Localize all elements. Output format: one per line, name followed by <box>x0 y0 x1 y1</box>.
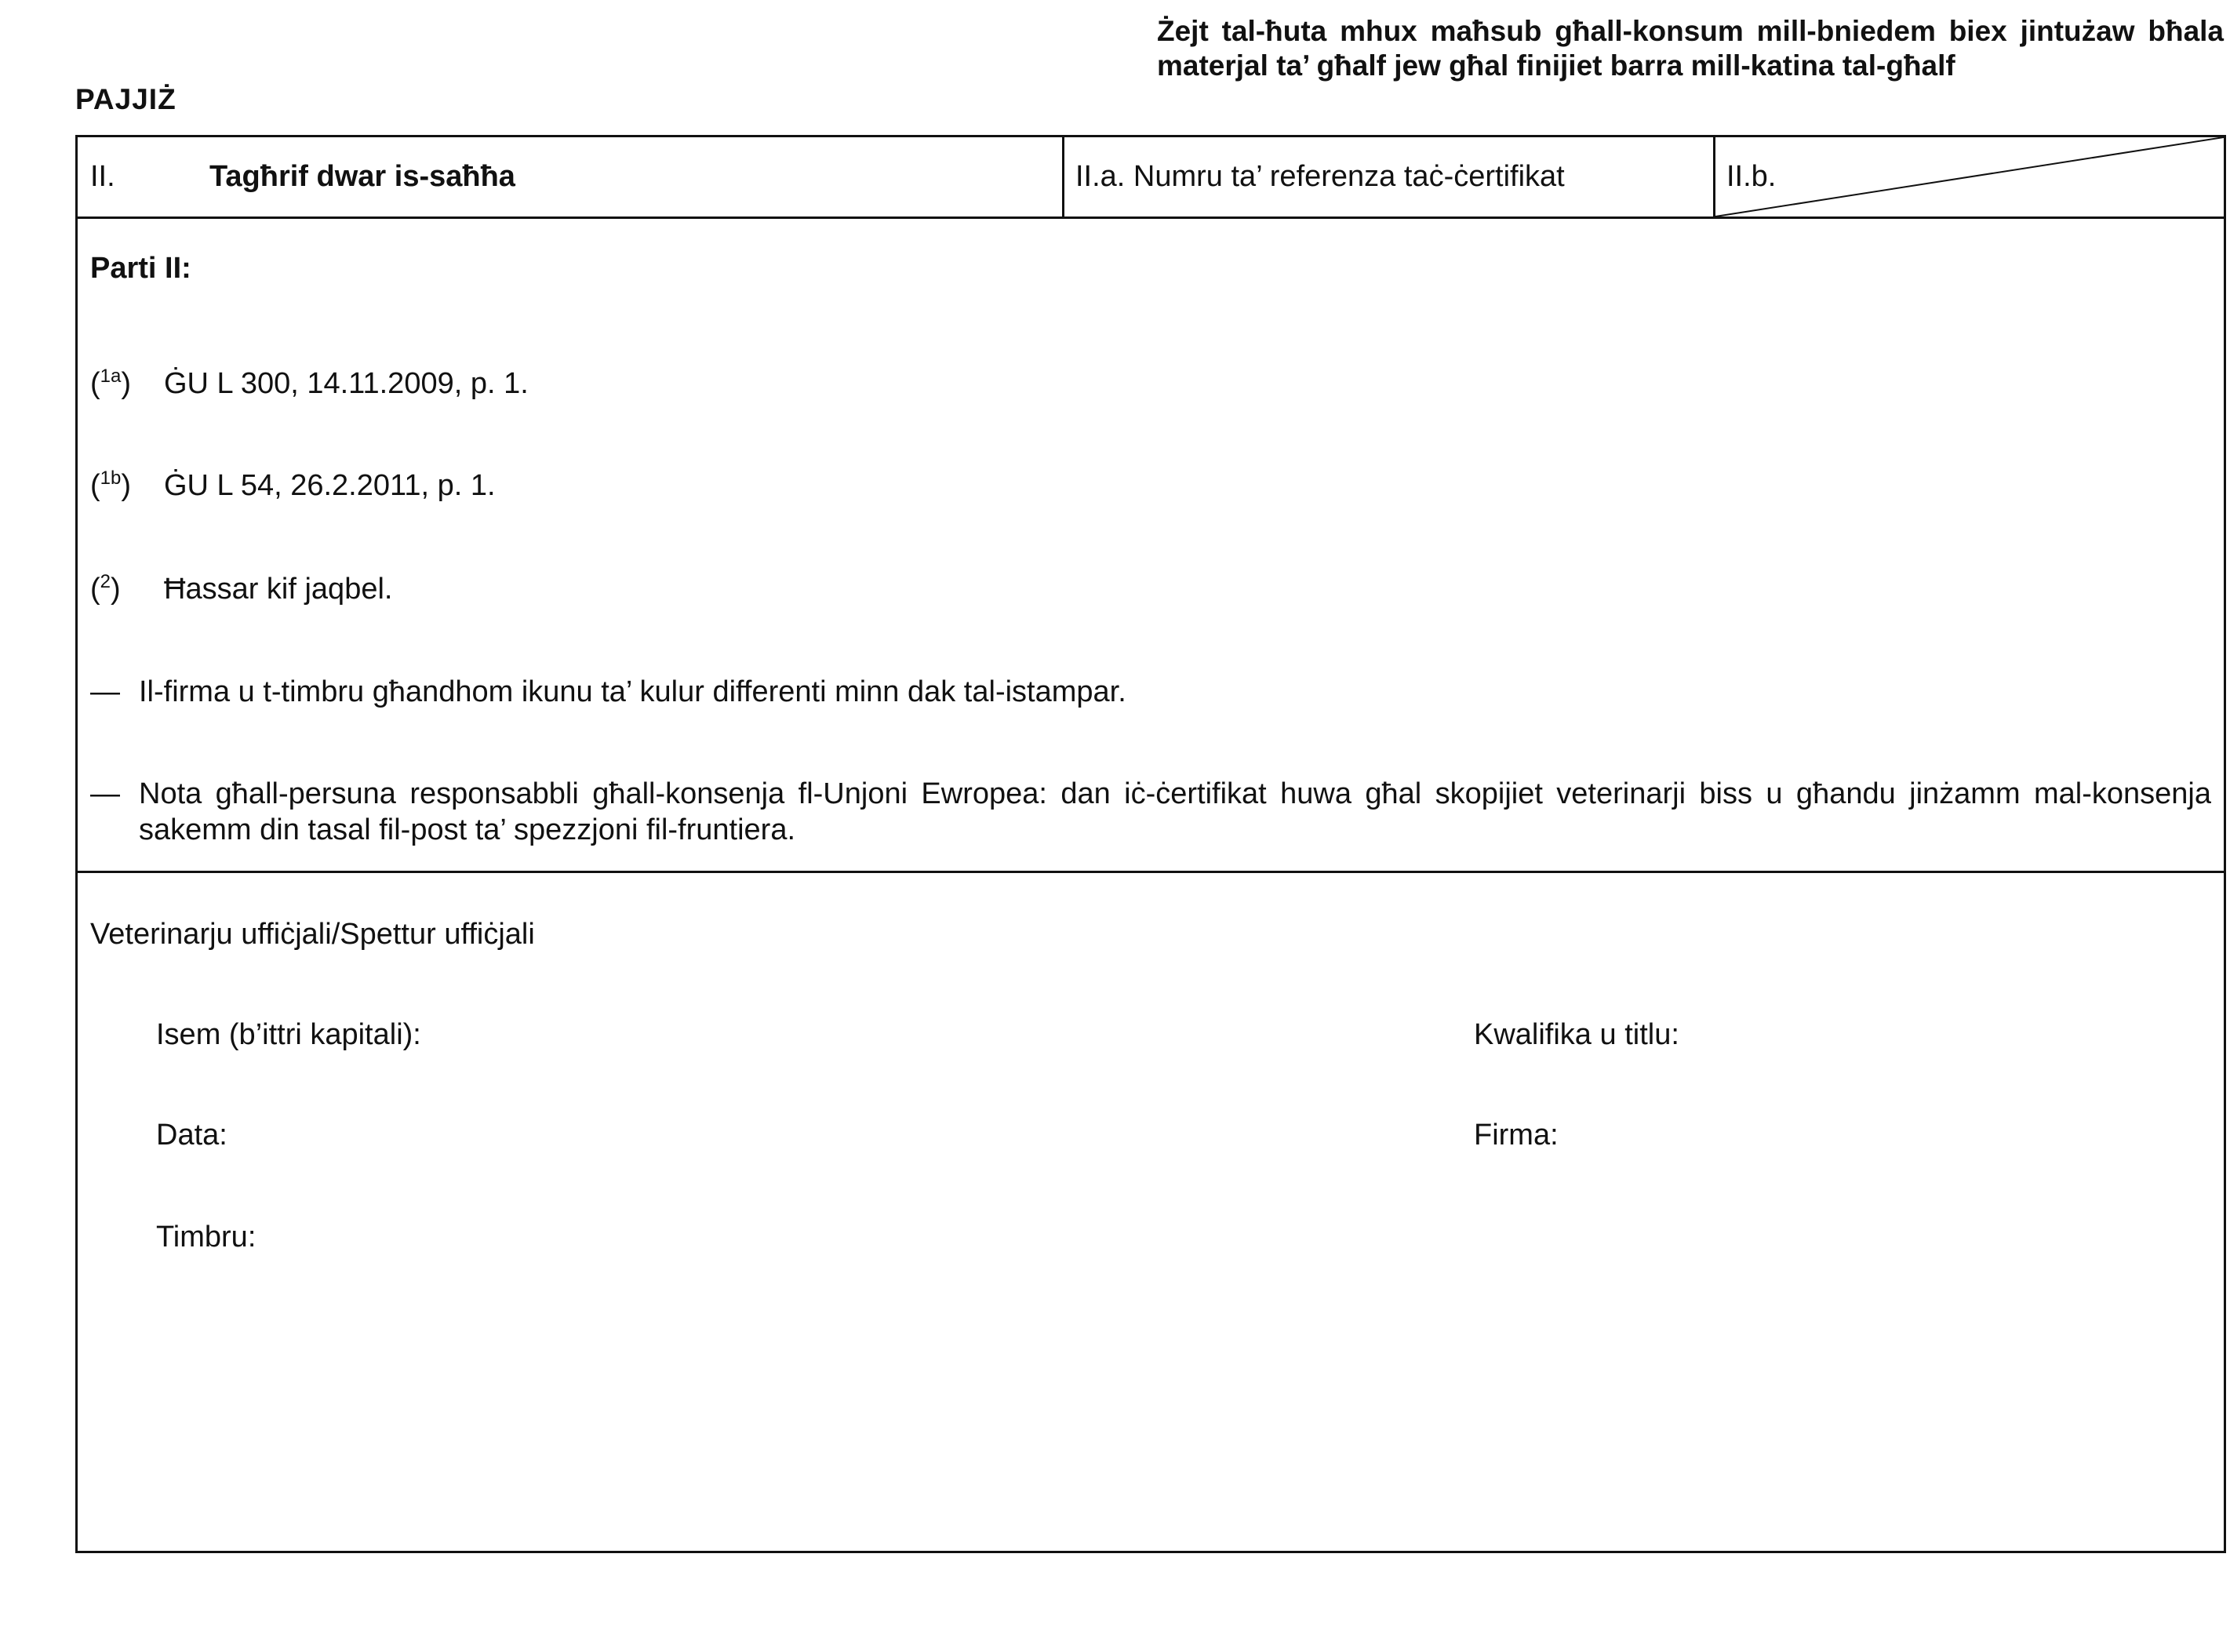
qualification-field-label: Kwalifika u titlu: <box>1474 1018 1679 1051</box>
section-header-row <box>78 137 2224 219</box>
footnote-mark: 1a <box>100 366 122 387</box>
date-field-label: Data: <box>156 1119 227 1152</box>
stamp-field-label: Timbru: <box>156 1221 256 1254</box>
bullet-text: Nota għall-persuna responsabbli għall-konsenja fl-Unjoni Ewropea: dan iċ-ċertifikat huwa għal skopijiet veterinarji biss u għandu jinżamm mal-konsenja sakemm din tasal fil-post ta’ spezzjoni fil-fruntiera. <box>139 777 2211 846</box>
reference-number-cell <box>1064 137 1715 217</box>
section-title-cell <box>78 137 1064 217</box>
bullet-dash: — <box>90 675 120 708</box>
bullet-dash: — <box>90 777 120 810</box>
footnote-mark: 2 <box>100 571 111 592</box>
footnote-text: ĠU L 300, 14.11.2009, p. 1. <box>164 367 529 400</box>
signature-field-label: Firma: <box>1474 1119 1559 1152</box>
iib-label: II.b. <box>1726 160 1777 193</box>
name-field-label: Isem (b’ittri kapitali): <box>156 1018 421 1051</box>
iib-strike-line <box>1715 137 2224 217</box>
footnote-2: ($^2$) Ħassar kif jaqbel. <box>90 571 393 606</box>
footnote-text: Ħassar kif jaqbel. <box>164 573 393 606</box>
footnote-text: ĠU L 54, 26.2.2011, p. 1. <box>164 469 496 502</box>
bullet-text: Il-firma u t-timbru għandhom ikunu ta’ kulur differenti minn dak tal-istampar. <box>139 675 1126 708</box>
footnote-1a: ($^{1a}$) ĠU L 300, 14.11.2009, p. 1. <box>90 366 529 400</box>
note-bullet-consignment <box>90 776 2211 848</box>
note-bullet-signature-colour <box>90 674 2211 710</box>
footnote-1b: ($^{1b}$) ĠU L 54, 26.2.2011, p. 1. <box>90 468 496 502</box>
signature-section <box>78 873 2224 1551</box>
certificate-frame <box>75 135 2226 1553</box>
official-vet-heading: Veterinarju uffiċjali/Spettur uffiċjali <box>90 918 535 951</box>
country-label: PAJJIŻ <box>75 83 176 115</box>
notes-part-label: Parti II: <box>90 252 191 285</box>
certificate-title: Żejt tal-ħuta mhux maħsub għall-konsum mill-bniedem biex jintużaw bħala materjal ta’ għalf jew għal finijiet barra mill-katina tal-għalf <box>1157 15 2224 82</box>
section-number: II. <box>90 160 115 193</box>
section-title: Tagħrif dwar is-saħħa <box>209 160 515 193</box>
notes-section <box>78 219 2224 873</box>
footnote-mark: 1b <box>100 468 122 489</box>
reference-number-label: II.a. Numru ta’ referenza taċ-ċertifikat <box>1075 160 1565 193</box>
